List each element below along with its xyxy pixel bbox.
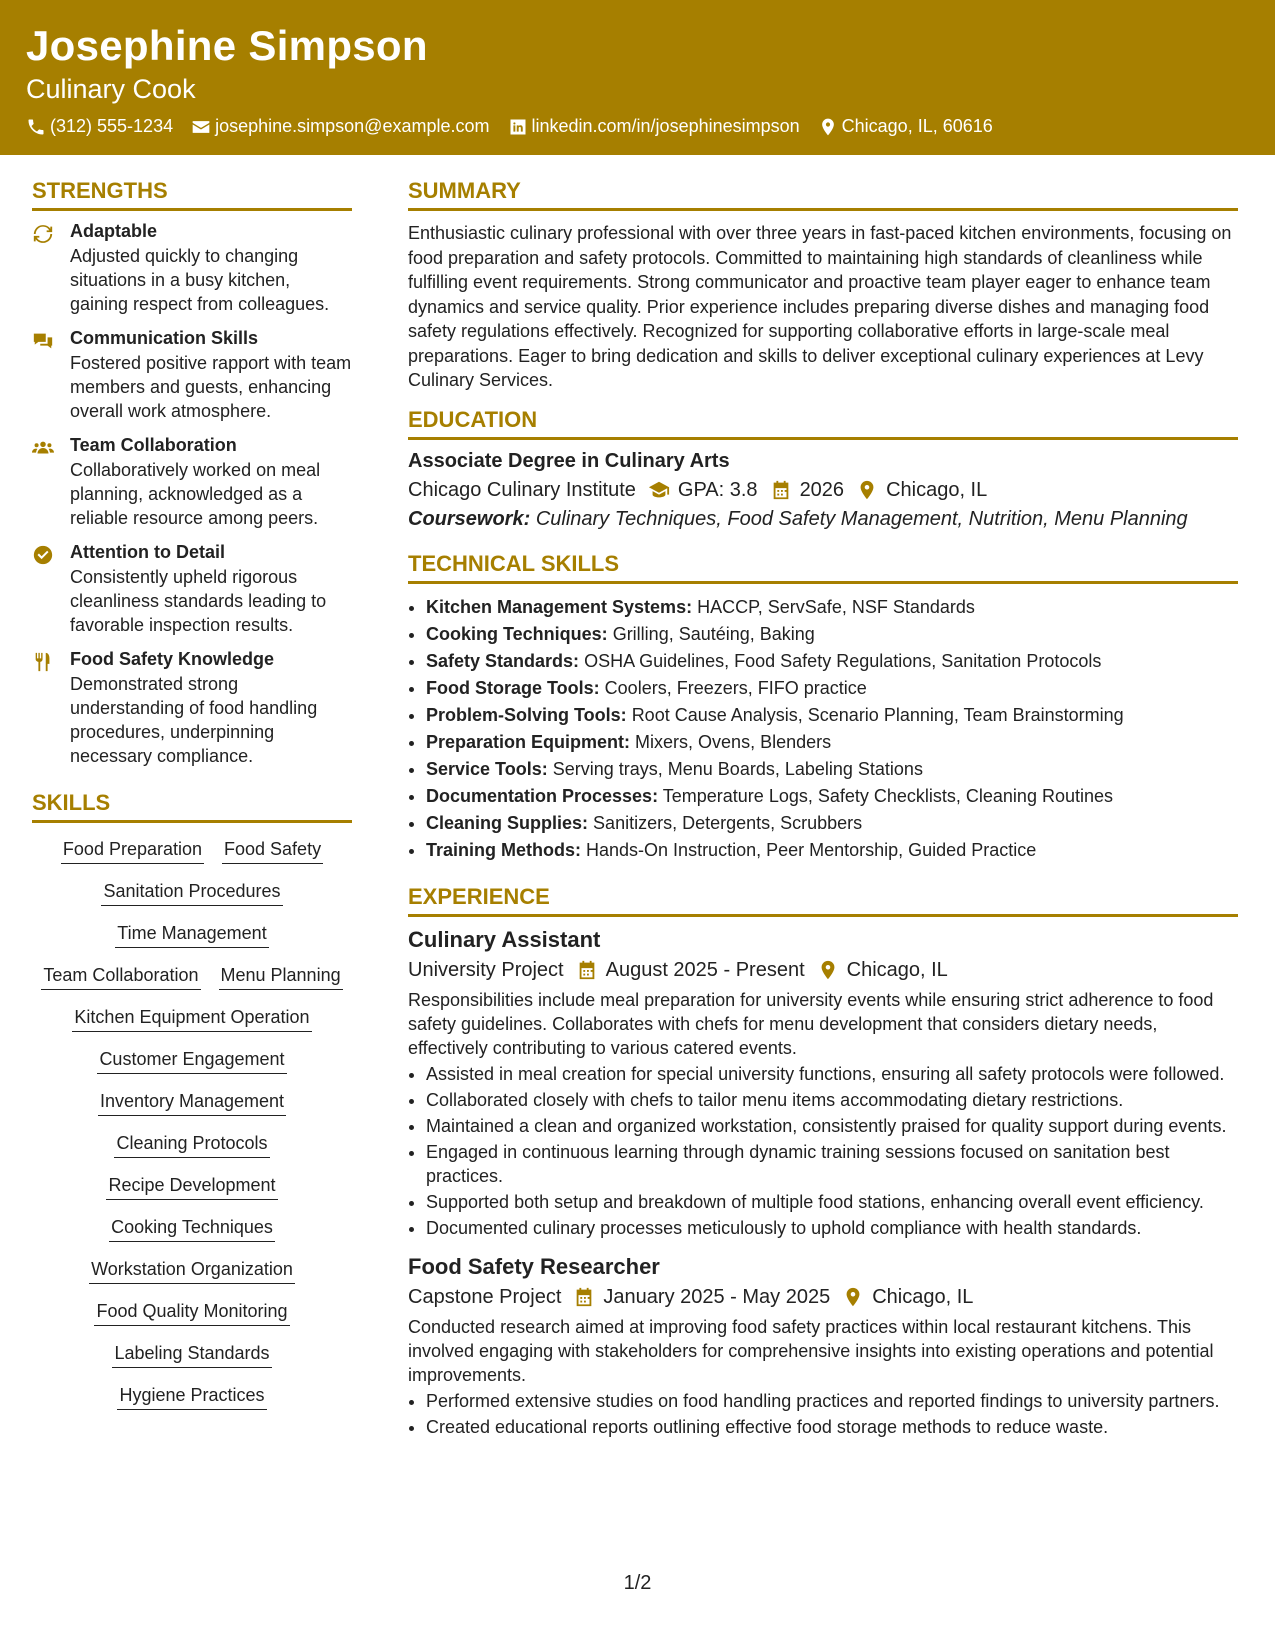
envelope-icon — [191, 117, 211, 137]
job-title: Food Safety Researcher — [408, 1253, 660, 1279]
skill-category: Preparation Equipment: — [426, 731, 631, 752]
strength-description: Demonstrated strong understanding of food handling procedures, underpinning necessary compliance. — [70, 674, 318, 766]
skill-tag: Food Quality Monitoring — [94, 1299, 289, 1326]
experience-heading: EXPERIENCE — [408, 884, 1238, 917]
strength-title: Team Collaboration — [70, 435, 237, 455]
list-item: • Collaborated closely with chefs to tailor menu items accommodating dietary restrictions. — [426, 1088, 1238, 1112]
coursework — [408, 508, 1238, 531]
location-text: Chicago, IL, 60616 — [841, 116, 993, 136]
strength-item — [32, 328, 352, 423]
experience-section — [408, 884, 1238, 1439]
strength-description: Adjusted quickly to changing situations in a busy kitchen, gaining respect from colleagues. — [70, 246, 330, 314]
contact-email[interactable] — [191, 116, 489, 137]
technical-skills-section — [408, 551, 1238, 864]
list-item: • Performed extensive studies on food handling practices and reported findings to university partners. — [426, 1389, 1238, 1413]
skill-category: Training Methods: — [426, 839, 581, 860]
contact-linkedin[interactable] — [508, 116, 800, 137]
job-organization: University Project — [408, 958, 564, 981]
skill-tag: Workstation Organization — [89, 1257, 295, 1284]
summary-section — [408, 178, 1238, 393]
strengths-heading: STRENGTHS — [32, 178, 352, 211]
job-description: Responsibilities include meal preparation for university events while ensuring strict adherence to food safety guidelines. Collaborates with chefs for menu development that considers dietary needs, effectively contributing to various catered events. — [408, 989, 1214, 1058]
skill-values: OSHA Guidelines, Food Safety Regulations, Sanitation Protocols — [584, 650, 1102, 671]
job-entry — [408, 1254, 1238, 1439]
strength-item — [32, 435, 352, 530]
skill-category: Cooking Techniques: — [426, 623, 608, 644]
resume-header — [0, 0, 1275, 155]
education-meta — [408, 479, 1238, 502]
list-item — [426, 621, 1238, 648]
sync-icon — [32, 223, 54, 245]
skill-category: Problem-Solving Tools: — [426, 704, 627, 725]
skill-values: Grilling, Sautéing, Baking — [612, 623, 815, 644]
check-circle-icon — [32, 544, 54, 566]
skill-values: HACCP, ServSafe, NSF Standards — [697, 596, 975, 617]
contact-phone — [26, 116, 173, 137]
job-meta — [408, 1286, 1238, 1309]
list-item — [426, 837, 1238, 864]
list-item: • Supported both setup and breakdown of multiple food stations, enhancing overall event efficiency. — [426, 1190, 1238, 1214]
linkedin-icon — [508, 117, 528, 137]
skill-tag-list — [32, 833, 352, 1410]
skill-values: Mixers, Ovens, Blenders — [635, 731, 832, 752]
skill-tag: Customer Engagement — [97, 1047, 286, 1074]
skill-tag: Team Collaboration — [41, 963, 200, 990]
map-pin-icon — [842, 1286, 864, 1308]
coursework-list: Culinary Techniques, Food Safety Management, Nutrition, Menu Planning — [535, 507, 1188, 530]
education-heading: EDUCATION — [408, 407, 1238, 440]
email-link[interactable]: josephine.simpson@example.com — [215, 116, 490, 136]
skill-values: Root Cause Analysis, Scenario Planning, Team Brainstorming — [631, 704, 1124, 725]
job-description: Conducted research aimed at improving food safety practices within local restaurant kitchens. This involved engaging with stakeholders for comprehensive insights into existing operations and potential improvements. — [408, 1316, 1214, 1385]
job-dates: January 2025 - May 2025 — [603, 1285, 831, 1308]
job-location: Chicago, IL — [872, 1285, 974, 1308]
skill-tag: Cooking Techniques — [109, 1215, 275, 1242]
skill-values: Sanitizers, Detergents, Scrubbers — [593, 812, 863, 833]
skill-category: Documentation Processes: — [426, 785, 659, 806]
skill-tag: Inventory Management — [98, 1089, 286, 1116]
strength-title: Communication Skills — [70, 328, 259, 348]
skills-heading: SKILLS — [32, 790, 352, 823]
list-item: • Maintained a clean and organized workstation, consistently praised for quality support during events. — [426, 1114, 1238, 1138]
school-name: Chicago Culinary Institute — [408, 478, 636, 501]
list-item — [426, 729, 1238, 756]
phone-icon — [26, 117, 46, 137]
education-location: Chicago, IL — [886, 478, 988, 501]
map-pin-icon — [856, 479, 878, 501]
list-item: • Engaged in continuous learning through dynamic training sessions focused on sanitation best practices. — [426, 1140, 1238, 1188]
job-entry — [408, 927, 1238, 1240]
job-meta — [408, 959, 1238, 982]
comments-icon — [32, 330, 54, 352]
skill-tag: Kitchen Equipment Operation — [72, 1005, 311, 1032]
list-item — [426, 810, 1238, 837]
strength-title: Adaptable — [70, 221, 158, 241]
left-column — [32, 178, 352, 1410]
candidate-name: Josephine Simpson — [26, 22, 428, 69]
degree-title: Associate Degree in Culinary Arts — [408, 449, 730, 472]
calendar-icon — [576, 959, 598, 981]
coursework-label: Coursework: — [408, 507, 531, 530]
map-pin-icon — [818, 117, 838, 137]
strength-description: Collaboratively worked on meal planning, acknowledged as a reliable resource among peers. — [70, 460, 321, 528]
calendar-icon — [770, 479, 792, 501]
skill-category: Safety Standards: — [426, 650, 580, 671]
linkedin-link[interactable]: linkedin.com/in/josephinesimpson — [531, 116, 800, 136]
job-organization: Capstone Project — [408, 1285, 562, 1308]
strength-description: Fostered positive rapport with team members and guests, enhancing overall work atmosphere. — [70, 353, 352, 421]
candidate-title: Culinary Cook — [26, 74, 196, 104]
contact-location — [818, 116, 993, 137]
page-number: 1/2 — [623, 1572, 652, 1594]
skill-tag: Cleaning Protocols — [114, 1131, 269, 1158]
strength-item — [32, 649, 352, 768]
strengths-section — [32, 178, 352, 768]
strength-title: Attention to Detail — [70, 542, 225, 562]
technical-skills-list — [408, 594, 1238, 864]
utensils-icon — [32, 651, 54, 673]
job-dates: August 2025 - Present — [605, 958, 805, 981]
skill-values: Coolers, Freezers, FIFO practice — [604, 677, 867, 698]
skill-tag: Menu Planning — [219, 963, 343, 990]
job-bullets — [408, 1062, 1238, 1240]
skill-category: Kitchen Management Systems: — [426, 596, 693, 617]
job-bullets — [408, 1389, 1238, 1439]
strength-item — [32, 542, 352, 637]
skill-tag: Sanitation Procedures — [101, 879, 282, 906]
skills-section — [32, 790, 352, 1410]
skill-tag: Recipe Development — [106, 1173, 277, 1200]
job-location: Chicago, IL — [846, 958, 948, 981]
summary-heading: SUMMARY — [408, 178, 1238, 211]
list-item — [426, 675, 1238, 702]
skill-values: Hands-On Instruction, Peer Mentorship, Guided Practice — [586, 839, 1037, 860]
phone-text: (312) 555-1234 — [50, 116, 174, 136]
list-item: • Documented culinary processes meticulously to uphold compliance with health standards. — [426, 1216, 1238, 1240]
skill-tag: Food Safety — [222, 837, 323, 864]
skill-category: Service Tools: — [426, 758, 548, 779]
education-section — [408, 407, 1238, 531]
list-item — [426, 594, 1238, 621]
gpa-text: GPA: 3.8 — [677, 478, 758, 501]
map-pin-icon — [817, 959, 839, 981]
contact-bar — [26, 116, 993, 137]
list-item — [426, 783, 1238, 810]
graduation-cap-icon — [648, 479, 670, 501]
calendar-icon — [573, 1286, 595, 1308]
skill-values: Serving trays, Menu Boards, Labeling Stations — [552, 758, 923, 779]
right-column — [408, 178, 1238, 1453]
list-item: • Created educational reports outlining effective food storage methods to reduce waste. — [426, 1415, 1238, 1439]
users-icon — [32, 437, 54, 459]
skill-category: Cleaning Supplies: — [426, 812, 589, 833]
skill-tag: Food Preparation — [61, 837, 204, 864]
list-item — [426, 648, 1238, 675]
strength-description: Consistently upheld rigorous cleanliness standards leading to favorable inspection results. — [70, 567, 327, 635]
skill-category: Food Storage Tools: — [426, 677, 600, 698]
skill-tag: Time Management — [115, 921, 268, 948]
graduation-year: 2026 — [799, 478, 845, 501]
strength-item — [32, 221, 352, 316]
skill-tag: Hygiene Practices — [117, 1383, 266, 1410]
list-item: • Assisted in meal creation for special university functions, ensuring all safety protocols were followed. — [426, 1062, 1238, 1086]
summary-text: Enthusiastic culinary professional with over three years in fast-paced kitchen environments, focusing on food preparation and safety protocols. Committed to maintaining high standards of cleanliness while fulfilling event requirements. Strong communicator and proactive team player eager to enhance team dynamics and service quality. Prior experience includes preparing diverse dishes and managing food safety regulations effectively. Recognized for supporting collaborative efforts in large-scale meal preparations. Eager to bring dedication and skills to deliver exceptional culinary experiences at Levy Culinary Services. — [408, 223, 1232, 390]
strength-title: Food Safety Knowledge — [70, 649, 275, 669]
list-item — [426, 702, 1238, 729]
list-item — [426, 756, 1238, 783]
job-title: Culinary Assistant — [408, 926, 601, 952]
technical-skills-heading: TECHNICAL SKILLS — [408, 551, 1238, 584]
skill-values: Temperature Logs, Safety Checklists, Cleaning Routines — [662, 785, 1113, 806]
skill-tag: Labeling Standards — [112, 1341, 271, 1368]
